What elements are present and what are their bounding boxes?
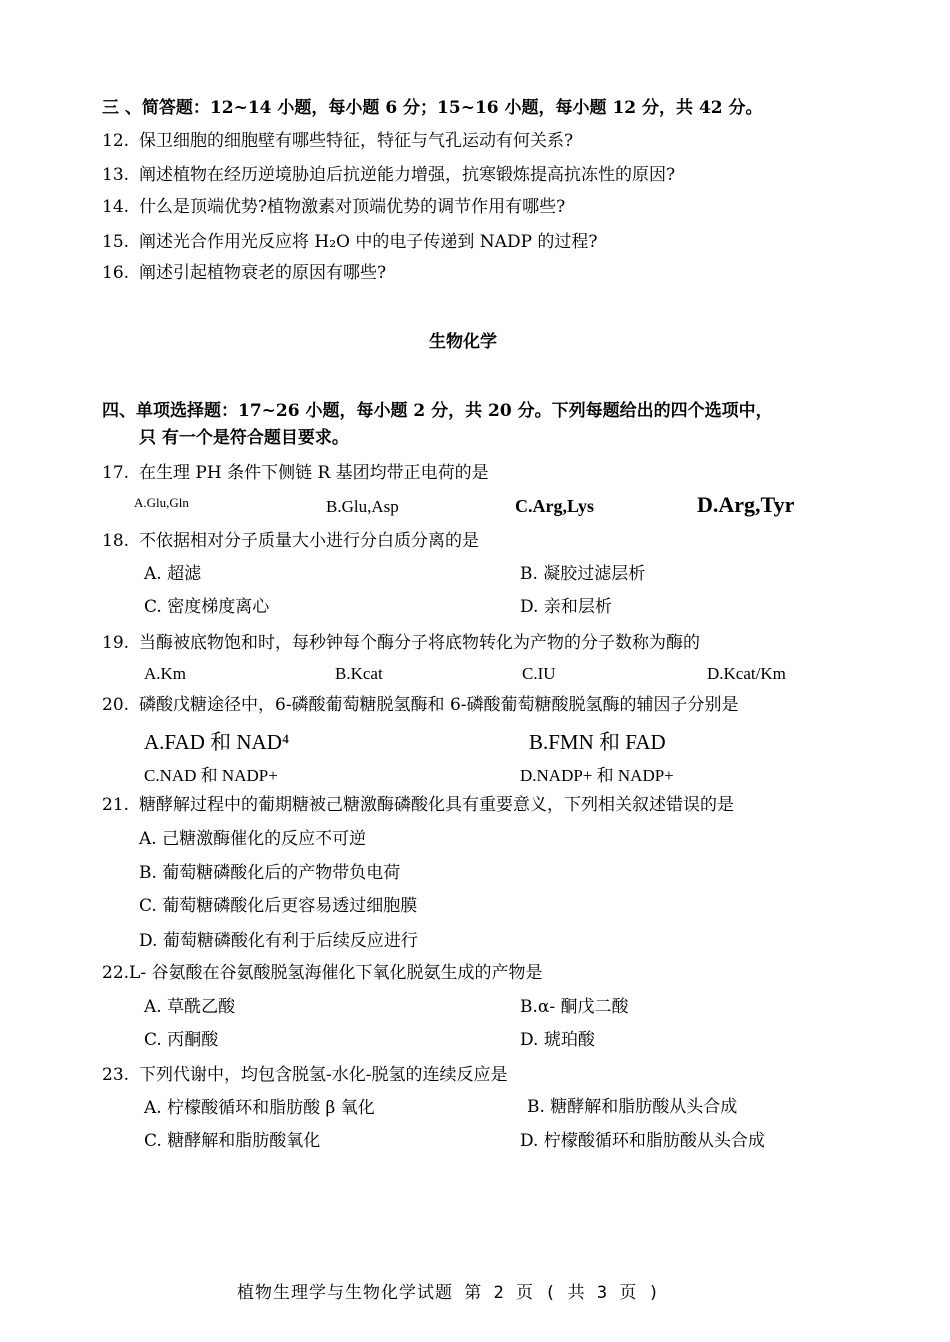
option-c: C.IU	[522, 664, 556, 683]
question-22: 22.L- 谷氨酸在谷氨酸脱氢海催化下氧化脱氨生成的产物是	[102, 963, 543, 983]
option-a: A.Km	[144, 664, 187, 683]
option-d: D.NADP+ 和 NADP+	[520, 766, 674, 785]
question-number: 18.	[102, 531, 130, 551]
option-d: D. 葡萄糖磷酸化有利于后续反应进行	[139, 931, 418, 951]
option-a: A.FAD 和 NAD⁴	[144, 730, 290, 754]
option-c: C.NAD 和 NADP+	[144, 766, 278, 785]
question-text: 阐述光合作用光反应将 H₂O 中的电子传递到 NADP 的过程?	[139, 232, 598, 252]
question-number: 15.	[102, 232, 130, 252]
section4-heading-cont: 只 有一个是符合题目要求。	[139, 428, 349, 448]
question-number: 23.	[102, 1065, 130, 1085]
section-title-biochemistry: 生物化学	[429, 332, 497, 352]
option-a: A. 柠檬酸循环和脂肪酸 β 氧化	[144, 1098, 375, 1118]
question-text: 在生理 PH 条件下侧链 R 基团均带正电荷的是	[139, 463, 489, 483]
question-number: 14.	[102, 197, 130, 217]
option-c: C. 密度梯度离心	[144, 597, 270, 617]
option-c: C. 丙酮酸	[144, 1030, 219, 1050]
question-number: 20.	[102, 695, 130, 715]
section3-heading: 三 、简答题：12~14 小题，每小题 6 分；15~16 小题，每小题 12 分，共 42 分。	[102, 98, 763, 118]
option-a: A. 己糖激酶催化的反应不可逆	[139, 829, 367, 849]
question-text: 不依据相对分子质量大小进行分白质分离的是	[139, 531, 479, 551]
option-c: C.Arg,Lys	[515, 496, 595, 516]
option-d: D. 亲和层析	[520, 597, 612, 617]
question-text: 阐述引起植物衰老的原因有哪些?	[139, 263, 387, 283]
question-number: 13.	[102, 165, 130, 185]
option-b: B. 凝胶过滤层析	[520, 564, 646, 584]
question-number: 21.	[102, 795, 130, 815]
question-text: 阐述植物在经历逆境胁迫后抗逆能力增强，抗寒锻炼提高抗冻性的原因?	[139, 165, 676, 185]
option-d: D.Kcat/Km	[707, 664, 786, 683]
option-b: B.α- 酮戊二酸	[520, 997, 629, 1017]
option-a: A.Glu,Gln	[134, 495, 189, 510]
question-number: 17.	[102, 463, 130, 483]
option-d: D. 琥珀酸	[520, 1030, 595, 1050]
option-a: A. 草酰乙酸	[144, 997, 236, 1017]
option-c: C. 糖酵解和脂肪酸氧化	[144, 1131, 321, 1151]
option-d: D.Arg,Tyr	[697, 492, 795, 517]
section4-heading: 四、单项选择题：17~26 小题，每小题 2 分，共 20 分。下列每题给出的四个选项中，	[102, 401, 773, 421]
question-number: 12.	[102, 131, 130, 151]
option-b: B. 糖酵解和脂肪酸从头合成	[527, 1097, 738, 1117]
option-d: D. 柠檬酸循环和脂肪酸从头合成	[520, 1131, 765, 1151]
option-b: B.Kcat	[335, 664, 383, 683]
option-b: B.Glu,Asp	[326, 497, 399, 516]
question-text: 当酶被底物饱和时，每秒钟每个酶分子将底物转化为产物的分子数称为酶的	[139, 633, 700, 653]
option-b: B. 葡萄糖磷酸化后的产物带负电荷	[139, 863, 401, 883]
question-text: 糖酵解过程中的葡期糖被己糖激酶磷酸化具有重要意义，下列相关叙述错误的是	[139, 795, 734, 815]
question-number: 19.	[102, 633, 130, 653]
question-text: 保卫细胞的细胞壁有哪些特征，特征与气孔运动有何关系?	[139, 131, 574, 151]
option-a: A. 超滤	[144, 564, 202, 584]
question-number: 16.	[102, 263, 130, 283]
page-footer: 植物生理学与生物化学试题 第 2 页 ( 共 3 页 )	[237, 1283, 660, 1303]
option-c: C. 葡萄糖磷酸化后更容易透过细胞膜	[139, 896, 418, 916]
question-text: 下列代谢中，均包含脱氢-水化-脱氢的连续反应是	[139, 1065, 508, 1085]
option-b: B.FMN 和 FAD	[529, 730, 666, 754]
question-text: 磷酸戊糖途径中，6-磷酸葡萄糖脱氢酶和 6-磷酸葡萄糖酸脱氢酶的辅因子分别是	[139, 695, 739, 715]
question-text: 什么是顶端优势?植物激素对顶端优势的调节作用有哪些?	[139, 197, 566, 217]
